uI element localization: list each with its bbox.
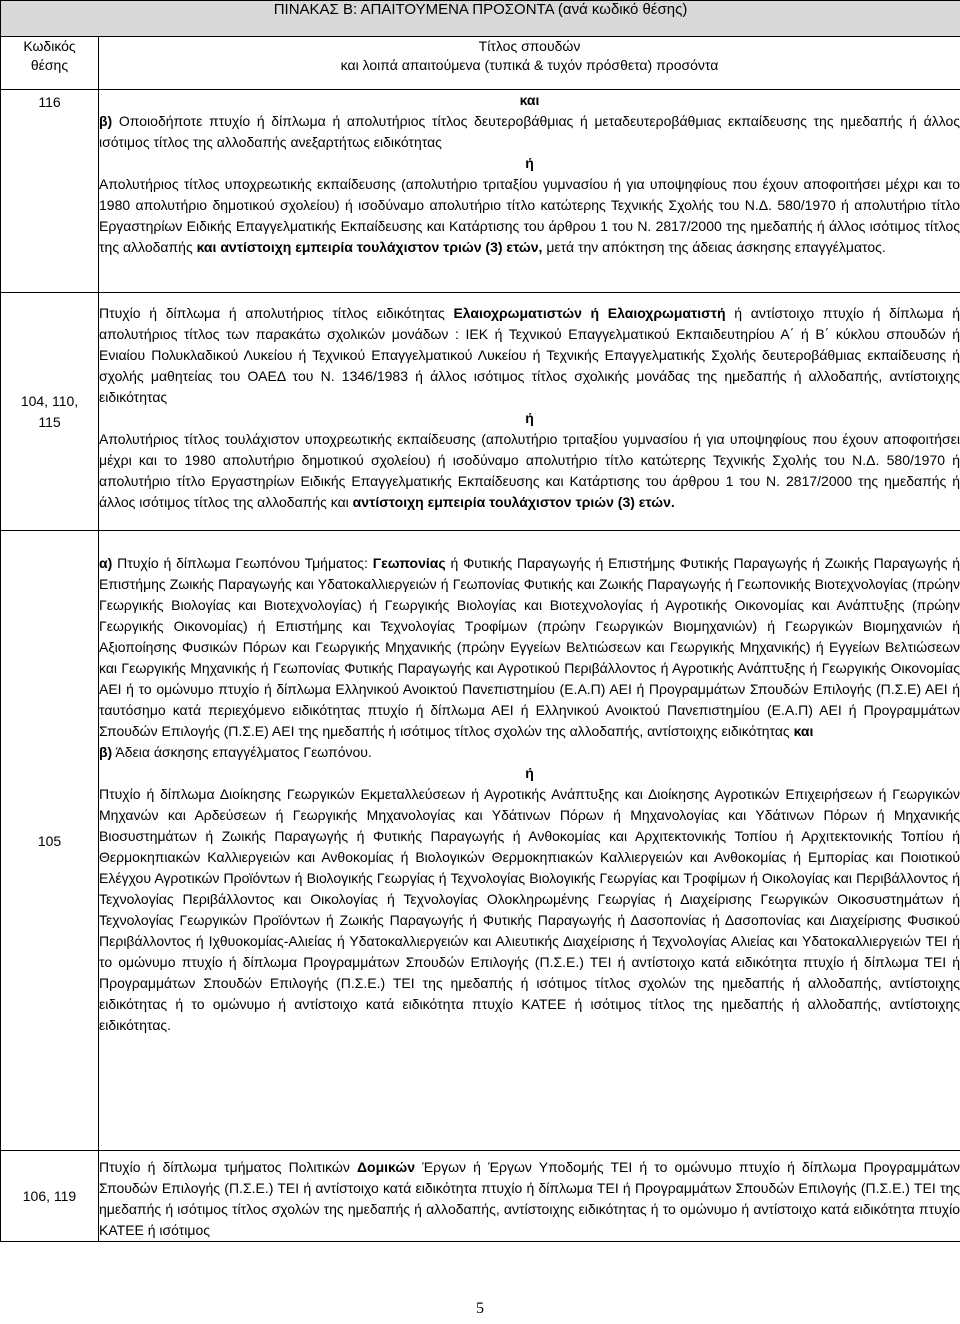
main-paragraph: Πτυχίο ή δίπλωμα ή απολυτήριος τίτλος ειδικότητας Ελαιοχρωματιστών ή Ελαιοχρωματιστή ή αντίστοιχο πτυχίο ή δίπλωμα ή απολυτήριος τίτλος των παρακάτω σχολικών μονάδων : ΙΕΚ ή Τεχνικού Επαγγελματικού Εκπαιδευτηρίου Α΄ ή Β΄ κύκλου σπουδών ή Ενιαίου Πολυκλαδικού Λυκείου ή Τεχνικού Επαγγελματικού Λυκείου ή Τεχνικής Επαγγελματικής Σχολής δευτεροβάθμιας εκπαίδευσης ή σχολής μαθητείας του ΟΑΕΔ του Ν. 1346/1983 ή άλλος ισότιμος τίτλος σχολικής μονάδας της ημεδαπής ή αλλοδαπής, αντίστοιχης ειδικότητας — [99, 305, 960, 405]
row-code: 116 — [1, 90, 99, 293]
header-code-line2: θέσης — [30, 57, 69, 73]
alt-paragraph: Απολυτήριος τίτλος υποχρεωτικής εκπαίδευσης (απολυτήριο τριταξίου γυμνασίου ή για υποψηφίους που έχουν αποφοιτήσει μέχρι και το 1980 απολυτήριο δημοτικού σχολείου) ή ισοδύναμο απολυτήριο τίτλο κατώτερης Τεχνικής Σχολής του Ν.Δ. 580/1970 ή απολυτήριο τίτλο Εργαστηρίων Ειδικής Επαγγελματικής Εκπαίδευσης και Κατάρτισης του άρθρου 1 του Ν. 2817/2000 της ημεδαπής ή άλλος ισότιμος τίτλος της αλλοδαπής και αντίστοιχη εμπειρία τουλάχιστον τριών (3) ετών, μετά την απόκτηση της άδειας άσκησης επαγγέλματος. — [99, 176, 960, 255]
alt-paragraph: Απολυτήριος τίτλος τουλάχιστον υποχρεωτικής εκπαίδευσης (απολυτήριο τριταξίου γυμνασίου ή για υποψηφίους που έχουν αποφοιτήσει μέχρι και το 1980 απολυτήριο δημοτικού σχολείου) ή ισοδύναμο απολυτήριο τίτλο κατώτερης Τεχνικής Σχολής του Ν.Δ. 580/1970 ή απολυτήριο τίτλο Εργαστηρίων Ειδικής Επαγγελματικής Εκπαίδευσης και Κατάρτισης του άρθρου 1 του Ν. 2817/2000 της ημεδαπής ή άλλος ισότιμος τίτλος της αλλοδαπής και αντίστοιχη εμπειρία τουλάχιστον τριών (3) ετών. — [99, 431, 960, 510]
header-row — [1, 37, 960, 90]
header-title — [99, 37, 960, 90]
row-content — [99, 531, 960, 1151]
or-label: ή — [525, 410, 534, 426]
or-label: ή — [525, 155, 534, 171]
option-b-label: β) — [99, 113, 113, 129]
option-a: α) Πτυχίο ή δίπλωμα Γεωπόνου Τμήματος: Γεωπονίας ή Φυτικής Παραγωγής ή Επιστήμης Φυτικής Παραγωγής ή Ζωικής Παραγωγής ή Επιστήμης Ζωικής Παραγωγής και Υδατοκαλλιεργειών ή Γεωπονίας Φυτικής και Ζωικής Παραγωγής ή Γεωπονικής Βιοτεχνολογίας (πρώην Γεωργικής Βιολογίας και Βιοτεχνολογίας) ή Γεωργικής Βιολογίας και Βιοτεχνολογίας ή Αγροτικής Οικονομίας και Ανάπτυξης (πρώην Γεωργικής Οικονομίας) ή Επιστήμης και Τεχνολογίας Τροφίμων (πρώην Γεωργικών Βιομηχανιών) ή Γεωργικών Βιομηχανιών ή Αξιοποίησης Φυσικών Πόρων και Γεωργικής Μηχανικής (πρώην Εγγείων Βελτιώσεων και Γεωργικής Μηχανικής) ή Εγγείων Βελτιώσεων και Γεωργικής Μηχανικής ή Γεωπονίας Φυτικής Παραγωγής και Αγροτικού Περιβάλλοντος ή Αγροτικής Ανάπτυξης ή Γεωργικής Οικονομίας ΑΕΙ ή το ομώνυμο πτυχίο ή δίπλωμα Ελληνικού Ανοικτού Πανεπιστημίου (Ε.Α.Π) ΑΕΙ ή Προγραμμάτων Σπουδών Επιλογής (Π.Σ.Ε) ΑΕΙ ή ταυτόσημο κατά περιεχόμενο ειδικότητας πτυχίο ή δίπλωμα ΑΕΙ ή Ελληνικού Ανοικτού Πανεπιστημίου (Ε.Α.Π) ΑΕΙ ή Προγραμμάτων Σπουδών Επιλογής (Π.Σ.Ε) ΑΕΙ της ημεδαπής ή ισότιμος τίτλος σχολών της αλλοδαπής, αντίστοιχης ειδικότητας και — [99, 555, 960, 739]
table-title: ΠΙΝΑΚΑΣ Β: ΑΠΑΙΤΟΥΜΕΝΑ ΠΡΟΣΟΝΤΑ (ανά κωδικό θέσης) — [1, 1, 960, 37]
row-code: 104, 110, 115 — [1, 293, 99, 531]
row-content — [99, 293, 960, 531]
table-row — [1, 1151, 960, 1242]
header-title-line1: Τίτλος σπουδών — [478, 38, 581, 54]
table-row — [1, 90, 960, 293]
row-code: 106, 119 — [1, 1151, 99, 1242]
and-label: και — [519, 92, 540, 108]
option-b: β) Άδεια άσκησης επαγγέλματος Γεωπόνου. — [99, 744, 372, 760]
header-title-line2: και λοιπά απαιτούμενα (τυπικά & τυχόν πρόσθετα) προσόντα — [340, 57, 719, 73]
header-code-line1: Κωδικός — [23, 38, 76, 54]
page-number: 5 — [476, 1300, 484, 1317]
alt-paragraph: Πτυχίο ή δίπλωμα Διοίκησης Γεωργικών Εκμεταλλεύσεων ή Αγροτικής Ανάπτυξης και Διοίκησης Αγροτικών Επιχειρήσεων ή Γεωργικών Μηχανών και Αρδεύσεων ή Γεωργικής Μηχανολογίας και Υδάτινων Πόρων ή Μηχανολογίας και Υδάτινων Πόρων ή Μηχανικής Βιοσυστημάτων ή Ζωικής Παραγωγής ή Φυτικής Παραγωγής ή Ανθοκομίας και Αρχιτεκτονικής Τοπίου ή Αρχιτεκτονικής Τοπίου ή Θερμοκηπιακών Καλλιεργειών και Ανθοκομίας ή Βιολογικών Θερμοκηπιακών Καλλιεργειών και Ανθοκομίας ή Εμπορίας και Ποιοτικού Ελέγχου Αγροτικών Προϊόντων ή Βιολογικής Γεωργίας ή Τεχνολογίας Βιολογικής Γεωργίας και Τροφίμων ή Οικολογίας και Περιβάλλοντος ή Τεχνολογίας Περιβάλλοντος και Οικολογίας ή Τεχνολογίας Ολοκληρωμένης Γεωργίας ή Διαχείρισης Γεωργικών Οικοσυστημάτων ή Τεχνολογίας Γεωργικών Προϊόντων ή Ζωικής Παραγωγής ή Φυτικής Παραγωγής ή Δασοπονίας ή Δασοπονίας και Διαχείρισης Φυσικού Περιβάλλοντος ή Ιχθυοκομίας-Αλιείας ή Υδατοκαλλιεργειών και Αλιευτικής Διαχείρισης ή Τεχνολογίας Αλιείας και Υδατοκαλλιεργειών ΤΕΙ ή το ομώνυμο πτυχίο ή δίπλωμα Προγραμμάτων Σπουδών Επιλογής (Π.Σ.Ε.) ΤΕΙ ή αντίστοιχο κατά ειδικότητα πτυχίο ή δίπλωμα ΤΕΙ ή Προγραμμάτων Σπουδών Επιλογής (Π.Σ.Ε.) ΤΕΙ της ημεδαπής ή ισότιμος τίτλος σχολών της ημεδαπής ή αλλοδαπής, αντίστοιχης ειδικότητας ή το ομώνυμο ή αντίστοιχο κατά ειδικότητα πτυχίο ΚΑΤΕΕ ή ισότιμος τίτλος της ημεδαπής ή αλλοδαπής, αντίστοιχης ειδικότητας. — [99, 786, 960, 1033]
row-code: 105 — [1, 531, 99, 1151]
or-label: ή — [525, 765, 534, 781]
table-row — [1, 293, 960, 531]
header-code — [1, 37, 99, 90]
table-row — [1, 531, 960, 1151]
main-paragraph: Πτυχίο ή δίπλωμα τμήματος Πολιτικών Δομικών Έργων ή Έργων Υποδομής ΤΕΙ ή το ομώνυμο πτυχίο ή δίπλωμα Προγραμμάτων Σπουδών Επιλογής (Π.Σ.Ε.) ΤΕΙ ή αντίστοιχο κατά ειδικότητα πτυχίο ή δίπλωμα ΤΕΙ ή Προγραμμάτων Σπουδών Επιλογής (Π.Σ.Ε.) ΤΕΙ της ημεδαπής ή ισότιμος τίτλος σχολών της ημεδαπής ή αλλοδαπής, αντίστοιχης ειδικότητας ή το ομώνυμο ή αντίστοιχο κατά ειδικότητα πτυχίο ΚΑΤΕΕ ή ισότιμος — [99, 1159, 960, 1238]
option-b: β) Οποιοδήποτε πτυχίο ή δίπλωμα ή απολυτήριος τίτλος δευτεροβάθμιας ή μεταδευτεροβάθμιας εκπαίδευσης της ημεδαπής ή άλλος ισότιμος τίτλος της αλλοδαπής ανεξαρτήτως ειδικότητας — [99, 113, 960, 150]
row-content — [99, 90, 960, 293]
table-title-row — [1, 1, 960, 37]
row-content — [99, 1151, 960, 1242]
